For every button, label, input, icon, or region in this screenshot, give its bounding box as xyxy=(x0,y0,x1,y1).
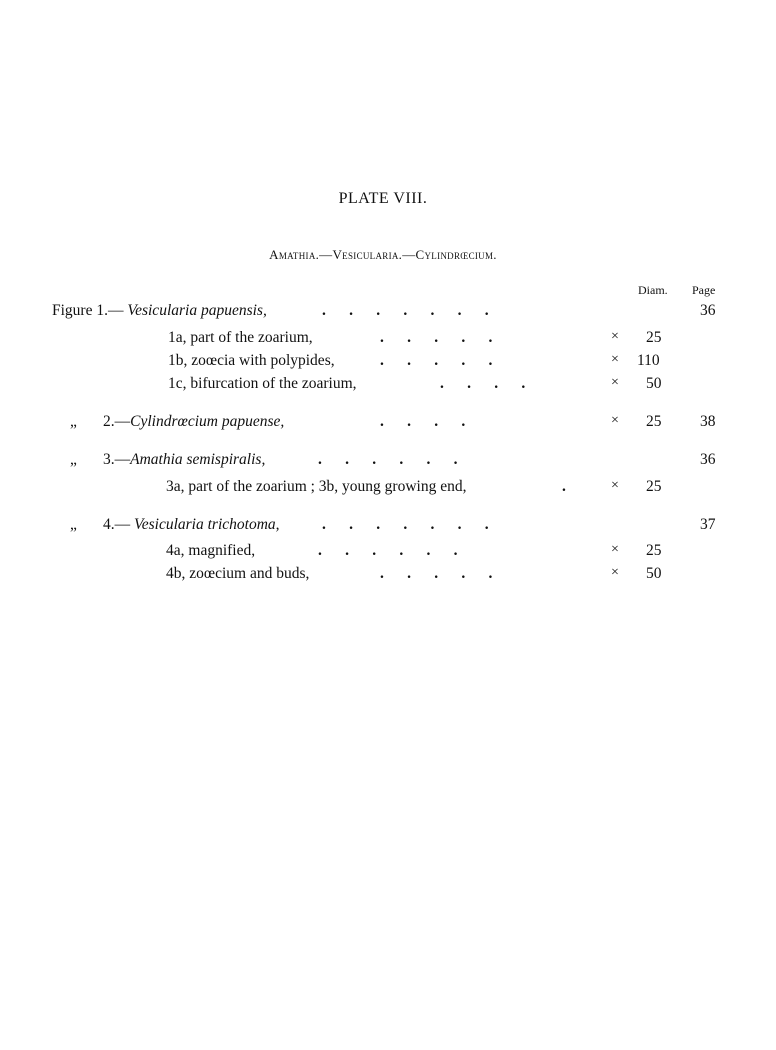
ditto-mark: „ xyxy=(70,413,77,430)
figure-number: 4.— xyxy=(103,516,131,533)
species-name: Cylindrœcium papuense, xyxy=(130,413,285,430)
magnification: 50 xyxy=(646,375,662,392)
magnification: 25 xyxy=(646,542,662,559)
figure-sub-number: 4b, xyxy=(166,565,186,582)
figure-label xyxy=(103,516,280,534)
figure-number: Figure 1.— xyxy=(52,302,124,319)
figure-row-4b xyxy=(0,565,776,587)
magnification: 25 xyxy=(646,329,662,346)
figure-sub-number: 1a, xyxy=(168,329,187,346)
figure-number: 2.— xyxy=(103,413,131,430)
times-symbol: × xyxy=(611,542,619,557)
figure-description: part of the zoarium, xyxy=(190,329,313,346)
ditto-mark: „ xyxy=(70,516,77,533)
leader-dots: . . . . . . xyxy=(318,451,458,468)
leader-dots: . . . . . . xyxy=(318,542,458,559)
plate-subtitle: Amathia.—Vesicularia.—Cylindrœcium. xyxy=(269,247,497,262)
leader-dots: . xyxy=(562,478,566,495)
figure-sub-label xyxy=(166,565,309,583)
figure-row-2 xyxy=(0,413,776,435)
figure-row-1b xyxy=(0,352,776,374)
figure-description: bifurcation of the zoarium, xyxy=(190,375,357,392)
magnification: 25 xyxy=(646,478,662,495)
figure-row-4a xyxy=(0,542,776,564)
times-symbol: × xyxy=(611,565,619,580)
magnification: 50 xyxy=(646,565,662,582)
figure-sub-label xyxy=(168,375,357,393)
leader-dots: . . . . . xyxy=(380,352,493,369)
figure-label xyxy=(103,413,284,431)
ditto-mark: „ xyxy=(70,451,77,468)
page-column-header: Page xyxy=(692,283,716,297)
magnification: 25 xyxy=(646,413,662,430)
leader-dots: . . . . . . . xyxy=(322,516,489,533)
leader-dots: . . . . . xyxy=(380,565,493,582)
figure-row-4 xyxy=(0,516,776,538)
figure-sub-number: 1c, xyxy=(168,375,187,392)
page-number: 37 xyxy=(700,516,716,533)
times-symbol: × xyxy=(611,329,619,344)
figure-row-1c xyxy=(0,375,776,397)
figure-row-1a xyxy=(0,329,776,351)
figure-row-3 xyxy=(0,451,776,473)
figure-sub-number: 3a, xyxy=(166,478,185,495)
page-number: 36 xyxy=(700,302,716,319)
figure-sub-label xyxy=(168,352,335,370)
figure-description: zoœcium and buds, xyxy=(189,565,310,582)
figure-description: magnified, xyxy=(188,542,256,559)
page-number: 36 xyxy=(700,451,716,468)
leader-dots: . . . . xyxy=(380,413,466,430)
species-name: Amathia semispiralis, xyxy=(130,451,266,468)
figure-label xyxy=(103,451,265,469)
leader-dots: . . . . xyxy=(440,375,526,392)
page-number: 38 xyxy=(700,413,716,430)
figure-label xyxy=(52,302,267,320)
times-symbol: × xyxy=(611,478,619,493)
plate-title: PLATE VIII. xyxy=(338,190,428,207)
figure-row-1 xyxy=(0,302,776,324)
figure-sub-label xyxy=(166,542,255,560)
leader-dots: . . . . . . . xyxy=(322,302,489,319)
figure-row-3a-3b xyxy=(0,478,776,500)
figure-sub-label xyxy=(168,329,313,347)
times-symbol: × xyxy=(611,352,619,367)
figure-description: part of the zoarium ; 3b, young growing end, xyxy=(188,478,467,495)
figure-sub-label xyxy=(166,478,466,496)
figure-number: 3.— xyxy=(103,451,131,468)
figure-sub-number: 4a, xyxy=(166,542,185,559)
diam-column-header: Diam. xyxy=(638,283,668,297)
magnification: 110 xyxy=(637,352,660,369)
species-name: Vesicularia papuensis, xyxy=(127,302,267,319)
species-name: Vesicularia trichotoma, xyxy=(134,516,280,533)
figure-description: zoœcia with polypides, xyxy=(191,352,335,369)
times-symbol: × xyxy=(611,413,619,428)
times-symbol: × xyxy=(611,375,619,390)
leader-dots: . . . . . xyxy=(380,329,493,346)
figure-sub-number: 1b, xyxy=(168,352,188,369)
